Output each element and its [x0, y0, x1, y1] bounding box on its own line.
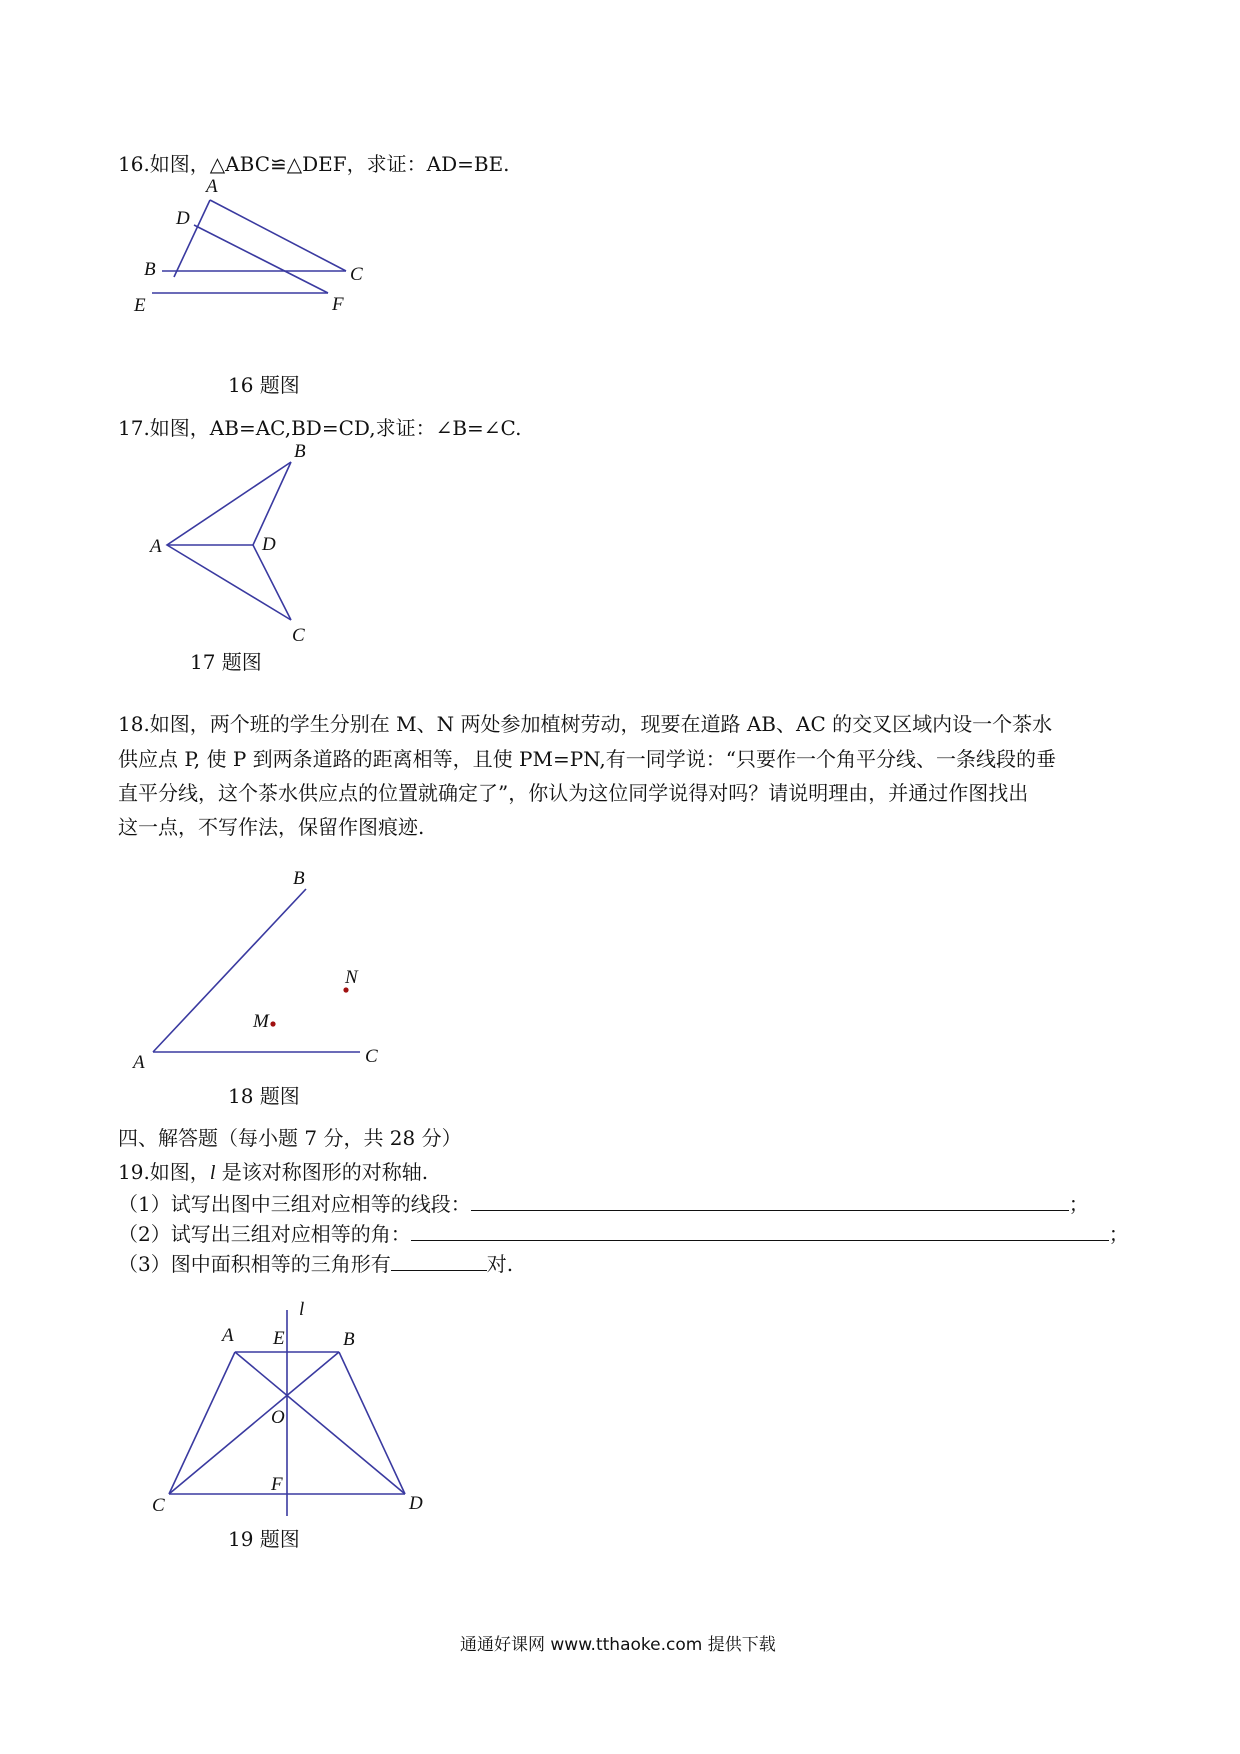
q18-figure [120, 852, 420, 1082]
road-AB [153, 889, 306, 1052]
q18-line2: 供应点 P, 使 P 到两条道路的距离相等，且使 PM=PN,有一同学说：“只要作一个角平分线、一条线段的垂 [118, 747, 1056, 771]
q18-caption: 18 题图 [228, 1084, 300, 1108]
label-D: D [176, 208, 190, 229]
label-B: B [144, 259, 156, 280]
label-A: A [206, 178, 218, 197]
label-B: B [294, 441, 306, 462]
q19-caption: 19 题图 [228, 1527, 300, 1551]
q19-part1 [118, 1192, 1089, 1216]
label-D: D [409, 1493, 423, 1514]
segment-BD [339, 1352, 405, 1494]
label-B: B [343, 1329, 355, 1350]
label-A: A [133, 1052, 145, 1073]
q19-part3-label: （3）图中面积相等的三角形有 [118, 1252, 391, 1276]
label-M: M [253, 1011, 269, 1032]
segment-DF [194, 225, 328, 293]
q17-caption: 17 题图 [190, 650, 262, 674]
label-F: F [332, 294, 344, 315]
q19-part3 [118, 1252, 513, 1276]
q17-text: 17.如图，AB=AC,BD=CD,求证：∠B=∠C. [118, 416, 522, 440]
label-A: A [150, 536, 162, 557]
axis-symbol-l: l [209, 1162, 216, 1184]
q19-part2-answer-blank[interactable] [411, 1222, 1109, 1241]
label-C: C [152, 1495, 165, 1516]
q19-part3-end: 对. [486, 1252, 514, 1276]
segment-AC [210, 200, 346, 271]
q19-figure [140, 1296, 460, 1526]
segment-BC [169, 1352, 339, 1494]
q18-line1: 18.如图，两个班的学生分别在 M、N 两处参加植树劳动，现要在道路 AB、AC 的交叉区域内设一个茶水 [118, 712, 1053, 736]
point-N [343, 987, 348, 992]
q16-text: 16.如图，△ABC≌△DEF，求证：AD=BE. [118, 152, 510, 176]
label-N: N [345, 967, 358, 988]
q18-line3: 直平分线，这个茶水供应点的位置就确定了”，你认为这位同学说得对吗？请说明理由，并通过作图找出 [118, 781, 1029, 805]
label-C: C [365, 1046, 378, 1067]
q19-part1-end: ； [1068, 1192, 1089, 1216]
label-l: l [299, 1299, 305, 1320]
q19-part2-label: （2）试写出三组对应相等的角： [118, 1222, 411, 1246]
q19-part1-answer-blank[interactable] [471, 1192, 1069, 1211]
q19-part2-end: ； [1108, 1222, 1129, 1246]
label-O: O [271, 1407, 285, 1428]
page-footer: 通通好课网 www.tthaoke.com 提供下载 [460, 1635, 776, 1655]
q16-figure [120, 178, 420, 378]
q16-caption: 16 题图 [228, 373, 300, 397]
label-F: F [271, 1474, 283, 1495]
q19-part3-answer-blank[interactable] [391, 1252, 487, 1271]
q18-line4: 这一点，不写作法，保留作图痕迹. [118, 815, 425, 839]
q19-intro [118, 1160, 428, 1185]
point-M [270, 1021, 275, 1026]
q19-part1-label: （1）试写出图中三组对应相等的线段： [118, 1192, 471, 1216]
q17-figure [140, 440, 360, 650]
label-E: E [134, 295, 146, 316]
label-E: E [273, 1328, 285, 1349]
q19-intro-prefix: 19.如图， [118, 1160, 210, 1184]
label-C: C [292, 625, 305, 646]
segment-AC [169, 1352, 235, 1494]
segment-AD [235, 1352, 405, 1494]
label-B: B [293, 868, 305, 889]
q19-part2 [118, 1222, 1129, 1246]
label-A: A [222, 1325, 234, 1346]
label-C: C [350, 264, 363, 285]
label-D: D [262, 534, 276, 555]
section4-heading: 四、解答题（每小题 7 分，共 28 分） [118, 1126, 462, 1150]
q19-intro-suffix: 是该对称图形的对称轴. [215, 1160, 429, 1184]
